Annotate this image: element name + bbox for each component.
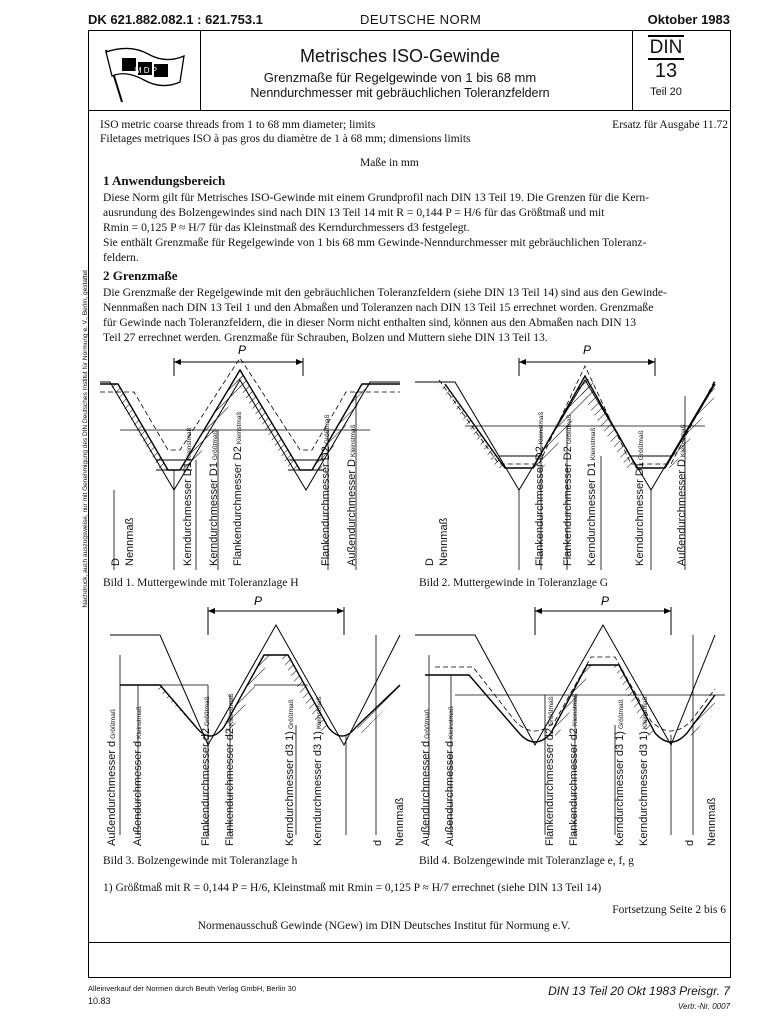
dimension-label: Außendurchmesser dGrößtmaß: [420, 709, 432, 846]
dimension-label: Außendurchmesser DKleinstmaß: [346, 424, 358, 566]
dimension-label: Flankendurchmesser D2Kleinstmaß: [232, 411, 244, 566]
reprint-notice: Nachdruck, auch auszugsweise, nur mit Genehmigung des DIN Deutsches Institut für Normung e. V., Berlin, gestattet: [82, 270, 89, 608]
distribution-number: Vertr.-Nr. 0007: [677, 1002, 730, 1011]
dimension-label: D: [110, 558, 122, 566]
svg-text:P: P: [583, 343, 592, 357]
dimension-label: Kerndurchmesser d3 1)Größtmaß: [614, 699, 626, 846]
document-subtitle-2: Nenndurchmesser mit gebräuchlichen Toleranzfeldern: [250, 86, 550, 100]
replaces-edition: Ersatz für Ausgabe 11.72: [612, 119, 728, 131]
units-note: Maße in mm: [360, 157, 419, 169]
dimension-label: d: [372, 839, 384, 846]
figure-3-caption: Bild 3. Bolzengewinde mit Toleranzlage h: [103, 855, 298, 867]
dimension-label: Flankendurchmesser D2Größtmaß: [562, 414, 574, 566]
svg-text:M D P: M D P: [134, 66, 158, 75]
footnote: 1) Größtmaß mit R = 0,144 P = H/6, Kleinstmaß mit Rmin = 0,125 P ≈ H/7 errechnet (siehe DIN 13 Teil 14): [103, 882, 602, 894]
sales-note: Alleinverkauf der Normen durch Beuth Verlag GmbH, Berlin 30: [88, 984, 297, 993]
dimension-label: Außendurchmesser dKleinstmaß: [444, 706, 456, 846]
dimension-label: Nennmaß: [438, 517, 450, 566]
continuation-note: Fortsetzung Seite 2 bis 6: [612, 904, 726, 916]
dimension-label: Kerndurchmesser D1Größtmaß: [634, 430, 646, 566]
dimension-label: Kerndurchmesser d3 1)Kleinstmaß: [638, 696, 650, 846]
figure-1-diagram: [100, 340, 410, 580]
din-number: 13: [654, 60, 678, 82]
figure-1-caption: Bild 1. Muttergewinde mit Toleranzlage H: [103, 577, 299, 589]
dimension-label: Flankendurchmesser d2Kleinstmaß: [224, 693, 236, 846]
date-code: 10.83: [88, 996, 111, 1006]
section1-body: Diese Norm gilt für Metrisches ISO-Gewinde mit einem Grundprofil nach DIN 13 Teil 19. Die Grenzen für die Kern- ausrundung des Bolzengewindes sind nach DIN 13 Teil 14 mit R = 0,144 P = H/6 für das Größtmaß und mit Rmin = 0,125 P ≈ H/7 für das Kleinstmaß des Kerndurchmessers d3 festgelegt. Sie enthält Grenzmaße für Regelgewinde von 1 bis 68 mm Gewinde-Nenndurchmesser mit gebräuchlichen Toleranz- feldern.: [103, 191, 649, 264]
dimension-label: Flankendurchmesser D2Größtmaß: [320, 414, 332, 566]
logo-divider: [200, 30, 201, 110]
norm-category: DEUTSCHE NORM: [360, 12, 482, 27]
dimension-label: Flankendurchmesser d2Größtmaß: [200, 696, 212, 846]
dimension-label: Nennmaß: [124, 517, 136, 566]
dimension-label: Flankendurchmesser d2Größtmaß: [544, 696, 556, 846]
din-box-divider: [632, 30, 633, 110]
svg-text:P: P: [601, 595, 610, 608]
dimension-label: Außendurchmesser dGrößtmaß: [106, 709, 118, 846]
din-label: DIN: [649, 37, 683, 58]
dimension-label: Außendurchmesser DKleinstmaß: [676, 424, 688, 566]
publication-date: Oktober 1983: [647, 12, 730, 27]
section2-body: Die Grenzmaße der Regelgewinde mit den gebräuchlichen Toleranzfeldern (siehe DIN 13 Teil 14) sind aus den Gewinde- Nennmaßen nach DIN 13 Teil 1 und den Abmaßen und Toleranzen nach DIN 13 Teil 15 errechnet worden. Grenzmaße für Gewinde nach Toleranzfeldern, die in dieser Norm nicht enthalten sind, können aus den Abmaßen nach DIN 13 Teil 27 errechnet werden. Grenzmaße für Schrauben, Bolzen und Muttern siehe DIN 13 Teil 13.: [103, 286, 667, 344]
title-divider: [88, 110, 731, 111]
dimension-label: Kerndurchmesser D1Größtmaß: [208, 430, 220, 566]
section1-heading: 1 Anwendungsbereich: [103, 173, 226, 188]
document-title: Metrisches ISO-Gewinde: [299, 46, 501, 66]
french-title: Filetages metriques ISO à pas gros du diamètre de 1 à 68 mm; dimensions limits: [100, 133, 471, 145]
dimension-label: Außendurchmesser dKleinstmaß: [132, 706, 144, 846]
dimension-label: Kerndurchmesser D1Kleinstmaß: [586, 427, 598, 566]
dimension-label: Flankendurchmesser D2Kleinstmaß: [534, 411, 546, 566]
svg-text:P: P: [254, 595, 263, 608]
svg-text:P: P: [238, 343, 247, 357]
dimension-label: d: [684, 839, 696, 846]
figure-4-caption: Bild 4. Bolzengewinde mit Toleranzlage e, f, g: [419, 855, 634, 867]
din-part: Teil 20: [650, 86, 682, 98]
dimension-label: Nennmaß: [706, 797, 718, 846]
figure-2-caption: Bild 2. Muttergewinde in Toleranzlage G: [419, 577, 609, 589]
figure-3-diagram: [100, 595, 410, 855]
dimension-label: D: [424, 558, 436, 566]
din-flag-logo-icon: [100, 44, 188, 104]
bottom-divider: [88, 942, 731, 943]
english-title: ISO metric coarse threads from 1 to 68 mm diameter; limits: [100, 119, 376, 131]
dimension-label: Kerndurchmesser D1Kleinstmaß: [182, 427, 194, 566]
document-reference: DIN 13 Teil 20 Okt 1983 Preisgr. 7: [548, 984, 730, 998]
dimension-label: Kerndurchmesser d3 1)Kleinstmaß: [312, 696, 324, 846]
dimension-label: Kerndurchmesser d3 1)Größtmaß: [284, 699, 296, 846]
doc-number: DK 621.882.082.1 : 621.753.1: [88, 12, 263, 27]
dimension-label: Flankendurchmesser d2Kleinstmaß: [568, 693, 580, 846]
document-subtitle: Grenzmaße für Regelgewinde von 1 bis 68 mm: [263, 70, 537, 85]
committee-note: Normenausschuß Gewinde (NGew) im DIN Deutsches Institut für Normung e.V.: [197, 920, 571, 932]
section2-heading: 2 Grenzmaße: [103, 268, 178, 283]
dimension-label: Nennmaß: [394, 797, 406, 846]
